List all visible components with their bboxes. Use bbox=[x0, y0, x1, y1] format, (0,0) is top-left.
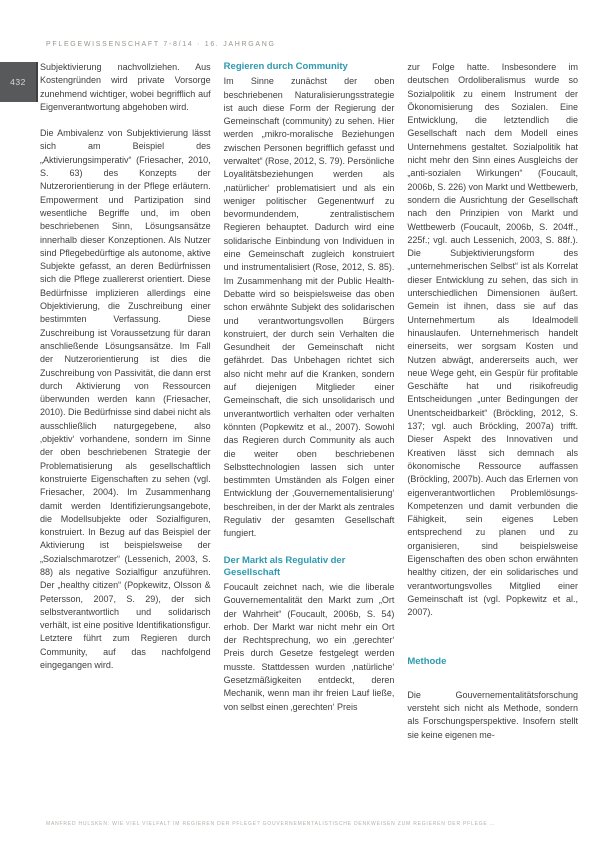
paragraph: Die Ambivalenz von Subjektivierung lässt sich am Beispiel des „Aktivierungsimperativ“ (Friesacher, 2010, S. 63) des Konzepts der Nutzerorientierung in der Pflege erläutern. Empowerment und Partizipation sind wesentliche Begriffe und, im oben beschriebenen Sinn, Lösungsansätze innerhalb dieser Konzeptionen. Als Nutzer sind Pflegebedürftige als autonome, aktive Subjekte gefasst, an deren Bedürfnissen sich die Pflege zuallererst orientiert. Diese Bedürfnisse implizieren allerdings eine Objektivierung, die Zuschreibung einer bestimmten Verfassung. Diese Zuschreibung ist Voraussetzung für daran anschließende Lösungsansätze. Im Fall der Nutzerorientierung ist dies die Zuschreibung von Passivität, die dann erst durch Aktivierung von Ressourcen überwunden werden kann (Friesacher, 2010). Die Bedürfnisse sind dabei nicht als ausschließlich naturgegebene, also ‚objektiv‘ vorhandene, sondern im Sinne der oben beschriebenen Strategie der Problematisierung als gesellschaftlich konstruierte Eigenschaften zu sehen (vgl. Friesacher, 2004). Im Zusammenhang damit werden Identifizierungsangebote, die Modellsubjekte oder Sozialfiguren, konstruiert. In Bezug auf das Beispiel der Aktivierung ist beispielsweise der „Sozialschmarotzer“ (Lessenich, 2003, S. 88) als negative Sozialfigur anzuführen. Der „healthy citizen“ (Popkewitz, Olsson & Petersson, 2007, S. 29), der sich selbstverantwortlich und solidarisch verhält, ist eine positive Identifikationsfigur. Letztere führt zum Regieren durch Community, auf das nachfolgend eingegangen wird. bbox=[40, 128, 211, 671]
page-number: 432 bbox=[10, 77, 26, 87]
page-number-tab bbox=[0, 62, 38, 102]
paragraph: Foucault zeichnet nach, wie die liberale Gouvernementalität den Markt zum „Ort der Wahrheit“ (Foucault, 2006b, S. 54) erhob. Der Markt war nicht mehr ein Ort der Rechtsprechung, wo ein ‚gerechter‘ Preis durch Gesetze festgelegt werden musste. Stattdessen wurden ‚natürliche‘ Gesetzmäßigkeiten entdeckt, deren Mechanik, wenn man ihr freien Lauf ließe, von selbst einen ‚gerechten‘ Preis bbox=[223, 582, 395, 712]
paragraph: Die Gouvernementalitätsforschung versteht sich nicht als Methode, sondern als Forschungsperspektive. Insofern stellt sie keine eigenen me- bbox=[407, 689, 579, 740]
paragraph: Im Sinne zunächst der oben beschriebenen Naturalisierungsstrategie ist auch diese Form der Regierung der Gemeinschaft (community) zu sehen. Hier werden „mikro-moralische Beziehungen zwischen Personen begrifflich gefasst und verwaltet“ (Rose, 2012, S. 79). Persönliche Loyalitätsbeziehungen werden als ‚natürlicher‘ problematisiert und als ein weniger politischer Gegenentwurf zu bevormundendem, zentralistischem Regieren behauptet. Dadurch wird eine solidarische Einbindung von Individuen in eine Gemeinschaft zugleich konstruiert und instrumentalisiert (Rose, 2012, S. 85). Im Zusammenhang mit der Public Health-Debatte wird so beispielsweise das oben schon erwähnte Subjekt des solidarischen und verantwortungsvollen Bürgers konstruiert, der durch sein Verhalten die Gesundheit der Gemeinschaft nicht gefährdet. Das Unbehagen richtet sich also nicht mehr auf die Kranken, sondern auf diejenigen Mitglieder einer Gemeinschaft, die sich unsolidarisch und unverantwortlich verhalten oder verhalten könnten (Popkewitz et al., 2007). Sowohl das Regieren durch Community als auch die weiter oben beschriebenen Selbsttechnologien lassen sich unter bestimmten Umständen als Folgen einer Entwicklung der ‚Gouvernementalisierung‘ beschreiben, in der der Markt als zentrales Regulativ der gesamten Gesellschaft fungiert. bbox=[223, 76, 395, 539]
paragraph: zur Folge hatte. Insbesondere im deutschen Ordoliberalismus wurde so Sozialpolitik zu einem Instrument der Ökonomisierung des Sozialen. Eine Entwicklung, die letztendlich die Gesellschaft nach dem Modell eines Unternehmens gestaltet. Sozialpolitik hat nicht mehr den Sinn eines Ausgleichs der „anti-sozialen Wirkungen“ (Foucault, 2006b, S. 226) von Markt und Wettbewerb, sondern die Ausrichtung der Gesellschaft nach den Prinzipien von Markt und Wettbewerb (Foucault, 2006b, S. 204ff., 225f.; vgl. auch Lessenich, 2003, S. 88f.). Die Subjektivierungsform des „unternehmerischen Selbst“ ist als Korrelat dieser Entwicklung zu sehen, das sich in unterschiedlichen Dimensionen äußert. Gemein ist ihnen, dass sie auf das Unternehmertum als Idealmodell hinauslaufen. Unternehmerisch handelt einerseits, wer sorgsam Kosten und Nutzen abwägt, andererseits auch, wer neue Wege geht, ein Gespür für profitable Geschäfte hat und risikofreudig Entscheidungen „unter Bedingungen der Unentscheidbarkeit“ (Bröckling, 2012, S. 137; vgl. auch Bröckling, 2007a) trifft. Dieser Aspekt des Innovativen und Kreativen lässt sich demnach als ökonomische Ressource auffassen (Bröckling, 2007b). Auch das Erlernen von eigenverantwortlichen Problemlösungs-Kompetenzen und damit verbunden die Fähigkeit, sein eigenes Leben entsprechend zu planen und zu organisieren, sind beispielsweise Eigenschaften des oben schon erwähnten healthy citizen, der ein solidarisches und verantwortungsvolles Mitglied einer Gemeinschaft ist (vgl. Popkewitz et al., 2007). bbox=[407, 62, 579, 618]
article-footer: MANFRED HÜLSKEN: WIE VIEL VIELFALT IM REGIEREN DER PFLEGE? GOUVERNEMENTALISTISCHE DENKWEISEN ZUM REGIEREN DER PFLEGE … bbox=[46, 821, 496, 827]
column-2 bbox=[224, 61, 395, 742]
section-heading-regieren-durch-community: Regieren durch Community bbox=[223, 61, 348, 72]
paragraph: Subjektivierung nachvollziehen. Aus Kostengründen wird private Vorsorge zunehmend wichtiger, wobei begrifflich auf Eigenverantwortung abgehoben wird. bbox=[40, 62, 211, 112]
section-heading-methode: Methode bbox=[407, 656, 447, 668]
journal-header: PFLEGEWISSENSCHAFT 7-8/14 · 16. JAHRGANG bbox=[46, 41, 276, 48]
article-body bbox=[40, 61, 578, 742]
column-3 bbox=[407, 61, 578, 742]
column-1 bbox=[40, 61, 211, 742]
section-heading-der-markt-als-regulativ: Der Markt als Regulativ der Gesellschaft bbox=[223, 554, 346, 578]
